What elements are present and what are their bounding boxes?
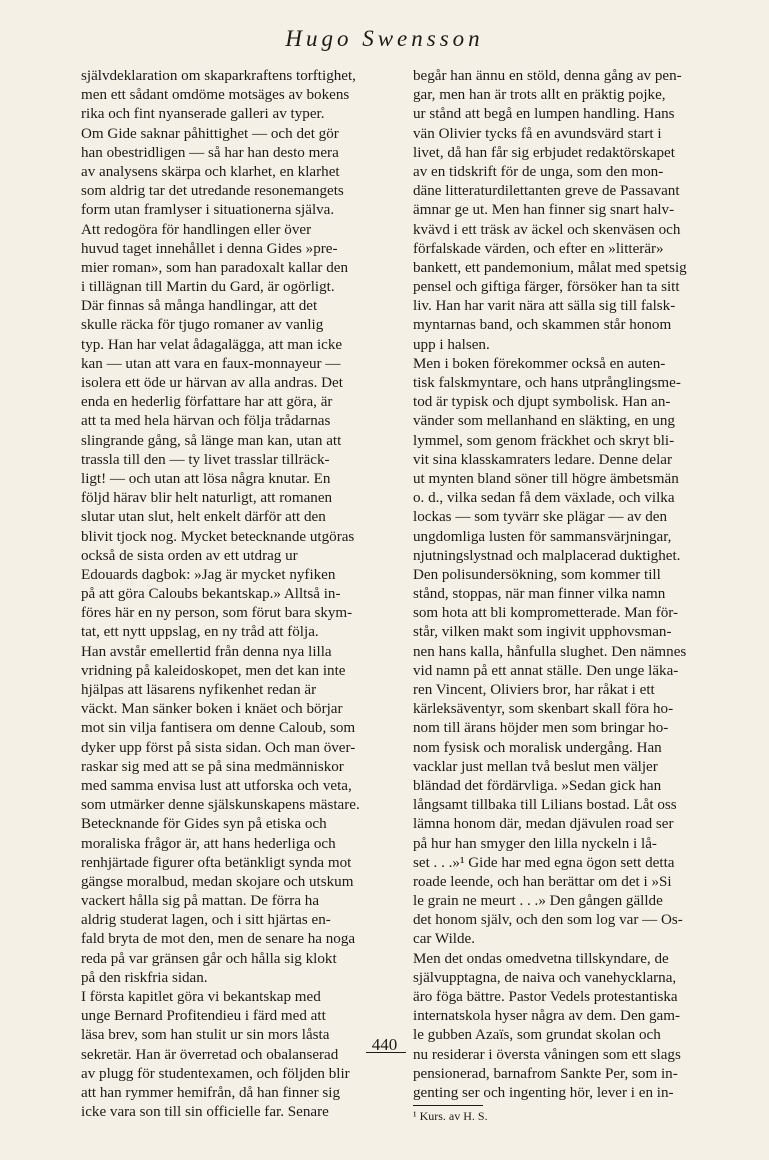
text-line: ungdomliga lusten för sammansvärjningar, (413, 528, 672, 545)
text-line: Han avstår emellertid från denna nya lilla (81, 643, 332, 660)
text-line: vit sina klasskamraters ledare. Denne delar (413, 451, 673, 468)
text-line: som hota att bli komprometterade. Man för- (413, 605, 679, 622)
text-line: som aldrig tar det utredande resonemangets (81, 183, 344, 200)
text-line: set . . .»¹ Gide har med egna ögon sett detta (413, 854, 675, 871)
text-line: unge Bernard Profitendieu i färd med att (81, 1008, 326, 1025)
text-line: car Wilde. (413, 931, 475, 948)
text-line: gängse moralbud, medan skojare och utskum (81, 873, 354, 890)
text-line: på den riskfria sidan. (81, 969, 208, 986)
text-line: ren Vincent, Oliviers bror, har råkat i ett (413, 682, 655, 698)
text-line: det honom själv, och den som log var — Os- (413, 912, 683, 929)
text-line: aldrig studerat lagen, och i sitt hjärtas en- (81, 912, 331, 929)
text-line: tisk falskmyntare, och hans utprånglingsme- (413, 375, 681, 391)
left-column (81, 67, 396, 1122)
text-line: pensel och giftiga färger, försöker han ta sitt (413, 279, 680, 296)
text-line: renhjärtade figurer ofta betänkligt synda mot (81, 854, 352, 871)
text-line: vid namn på ett annat ställe. Den unge läka- (413, 662, 679, 679)
text-line: slingrande gång, så länge man kan, utan att (81, 432, 342, 449)
text-line: vacklar just mellan två beslut men väljer (413, 758, 658, 775)
text-line: rika och fint nyanserade galleri av typer. (81, 106, 325, 123)
text-line: isolera ett öde ur härvan av alla andras. Det (81, 375, 343, 391)
text-line: dyker upp först på sista sidan. Och man över- (81, 739, 356, 756)
text-line: enda en hederlig författare har att göra, är (81, 394, 333, 411)
text-line: självupptagna, de naiva och vanehycklarna, (413, 969, 677, 986)
text-line: fald bryta de mot den, men de senare ha noga (81, 931, 356, 948)
text-line: på att göra Caloubs bekantskap.» Alltså in- (81, 586, 341, 603)
text-line: livet, då han får sig erbjudet redaktörskapet (413, 144, 675, 161)
text-line: internatskola hyser några av dem. Den gam- (413, 1008, 680, 1025)
text-line: av en tidskrift för de unga, som den mon- (413, 163, 664, 180)
text-line: Om Gide saknar påhittighet — och det gör (81, 125, 339, 142)
text-line: föres här en ny person, som förut bara skym- (81, 605, 353, 622)
text-line: vänder som mellanhand en släkting, en ung (413, 413, 675, 430)
text-line: bländad det fördärvliga. »Sedan gick han (413, 777, 662, 794)
text-line: ur stånd att begå en lumpen handling. Hans (413, 106, 675, 123)
running-header: Hugo Swensson (285, 26, 484, 51)
text-line: Där finnas så många handlingar, att det (81, 298, 318, 315)
text-line: stånd, stoppas, när man finner vilka namn (413, 586, 666, 603)
text-line: ligt! — och utan att lösa några knutar. En (81, 470, 331, 487)
text-line: gar, men han är trots allt en präktig pojke, (413, 87, 666, 104)
text-line: roade leende, och han berättar om det i »Si (413, 873, 672, 890)
text-line: nen hans kalla, hånfulla slughet. Den nämnes (413, 643, 687, 660)
text-line: Men i boken förekommer också en auten- (413, 355, 666, 372)
text-line: av plugg för studentexamen, och följden blir (81, 1065, 350, 1082)
text-line: långsamt tillbaka till Lilians bostad. Låt oss (413, 797, 677, 814)
text-line: förfalskade värden, och efter en »litterär» (413, 240, 664, 257)
text-line: som utmärker denne själskunskapens mästare. (81, 797, 360, 814)
text-line: Den polisundersökning, som kommer till (413, 566, 661, 583)
text-line: följd härav blir helt naturligt, att romanen (81, 490, 333, 507)
text-line: le grain ne meurt . . .» Den gången gällde (413, 893, 663, 910)
right-column-lines (413, 67, 728, 1103)
text-line: av analysens skärpa och klarhet, en klarhet (81, 163, 340, 180)
page-number-rule (366, 1052, 406, 1053)
text-line: tat, ett nytt uppslag, en ny tråd att följa. (81, 624, 319, 641)
text-line: sekretär. Han är överretad och obalanserad (81, 1046, 339, 1063)
text-line: tod är typisk och djupt symbolisk. Han an- (413, 394, 671, 411)
text-line: hjälpas att läsarens nyfikenhet redan är (81, 682, 317, 698)
text-line: genting ser och ingenting hör, lever i en in- (413, 1084, 674, 1101)
text-line: bankett, ett pandemonium, målat med spetsig (413, 259, 687, 276)
text-line: däne litteraturdilettanten greve de Passavant (413, 183, 680, 200)
text-line: huvud taget innehållet i denna Gides »pre- (81, 240, 338, 257)
text-line: han obestridligen — så har han desto mera (81, 144, 339, 161)
text-line: pensionerad, barnafrom Sankte Per, som in- (413, 1065, 678, 1082)
text-line: slutar utan slut, helt enkelt därför att den (81, 509, 326, 526)
right-column (413, 67, 728, 1124)
text-line: reda på var gränsen går och hålla sig klokt (81, 950, 337, 967)
text-line: vridning på kaleidoskopet, men det kan inte (81, 662, 346, 679)
text-line: begår han ännu en stöld, denna gång av pen- (413, 68, 682, 84)
text-line: upp i halsen. (413, 336, 490, 353)
text-line: nom fysisk och moralisk undergång. Han (413, 739, 662, 756)
text-line: I första kapitlet göra vi bekantskap med (81, 989, 321, 1005)
text-line: mot sin vilja fantisera om denne Caloub, som (81, 720, 356, 737)
text-line: kärleksäventyr, som skenbart skall föra ho- (413, 701, 674, 718)
text-line: nu residerar i översta våningen som ett slags (413, 1046, 681, 1063)
text-line: Betecknande för Gides syn på etiska och (81, 816, 327, 833)
text-line: ämnar ge ut. Men han finner sig snart halv- (413, 202, 675, 219)
text-line: mier roman», som han paradoxalt kallar den (81, 259, 348, 276)
text-line: le gubben Azaïs, som grundat skolan och (413, 1027, 661, 1044)
text-line: form utan framlyser i situationerna själva. (81, 202, 335, 219)
page-number: 440 (371, 1035, 398, 1054)
text-line: på hur han smyger den lilla nyckeln i lå- (413, 835, 657, 852)
text-line: kan — utan att vara en faux-monnayeur — (81, 355, 341, 372)
text-line: kvävd i ett träsk av äckel och skenväsen och (413, 221, 681, 238)
text-line: står, vilken makt som ingivit upphovsman- (413, 624, 672, 641)
text-line: äro föga bättre. Pastor Vedels protestantiska (413, 989, 678, 1005)
text-line: moraliska frågor är, att hans hederliga och (81, 835, 336, 852)
text-line: typ. Han har velat ådagalägga, att man icke (81, 336, 343, 353)
text-line: icke vara son till sin officielle far. Senare (81, 1104, 329, 1121)
text-line: att han rymmer hemifrån, då han finner sig (81, 1084, 341, 1101)
text-line: att ta med hela härvan och följa trådarnas (81, 413, 331, 430)
text-line: Att redogöra för handlingen eller över (81, 221, 312, 238)
text-line: nom till ärans höjder men som bringar ho- (413, 720, 669, 737)
text-line: lymmel, som genom fräckhet och skryt bli- (413, 432, 675, 449)
text-line: liv. Han har varit nära att sälla sig till falsk- (413, 298, 676, 315)
text-line: med samma envisa lust att utforska och veta, (81, 777, 352, 794)
text-line: blivit tjock nog. Mycket betecknande utgöras (81, 528, 355, 545)
text-line: trassla till den — ty livet trasslar tillräck- (81, 451, 330, 468)
text-line: ut mynten bland söner till högre ämbetsmän (413, 470, 679, 487)
text-line: lämna honom där, medan djävulen road ser (413, 816, 674, 833)
text-line: skulle räcka för tjugo romaner av vanlig (81, 317, 324, 334)
text-line: raskar sig med att se på sina medmänniskor (81, 758, 344, 775)
text-line: Men det ondas omedvetna tillskyndare, de (413, 950, 669, 967)
text-line: vän Olivier tycks få en avundsvärd start i (413, 125, 662, 142)
text-line: Edouards dagbok: »Jag är mycket nyfiken (81, 566, 336, 583)
text-line: myntarnas band, och skammen står honom (413, 317, 672, 334)
text-line: vackert hålla sig på mattan. De förra ha (81, 893, 320, 910)
text-line: läsa brev, som han stulit ur sin mors låsta (81, 1027, 330, 1044)
text-line: lockas — som tyvärr ske plägar — av den (413, 509, 668, 526)
text-line: o. d., vilka sedan få dem växlade, och vilka (413, 490, 675, 507)
footnote: ¹ Kurs. av H. S. (413, 1109, 488, 1124)
text-line: men ett sådant omdöme motsäges av bokens (81, 87, 350, 104)
text-line: njutningslystnad och malplacerad duktighet. (413, 547, 681, 564)
footnote-rule (413, 1105, 483, 1106)
text-line: väckt. Man sänker boken i knäet och börjar (81, 701, 343, 718)
text-line: i tillägnan till Martin du Gard, är ogörligt. (81, 279, 335, 296)
text-line: också de sista orden av ett utdrag ur (81, 547, 298, 564)
text-line: självdeklaration om skaparkraftens torftighet, (81, 68, 356, 84)
